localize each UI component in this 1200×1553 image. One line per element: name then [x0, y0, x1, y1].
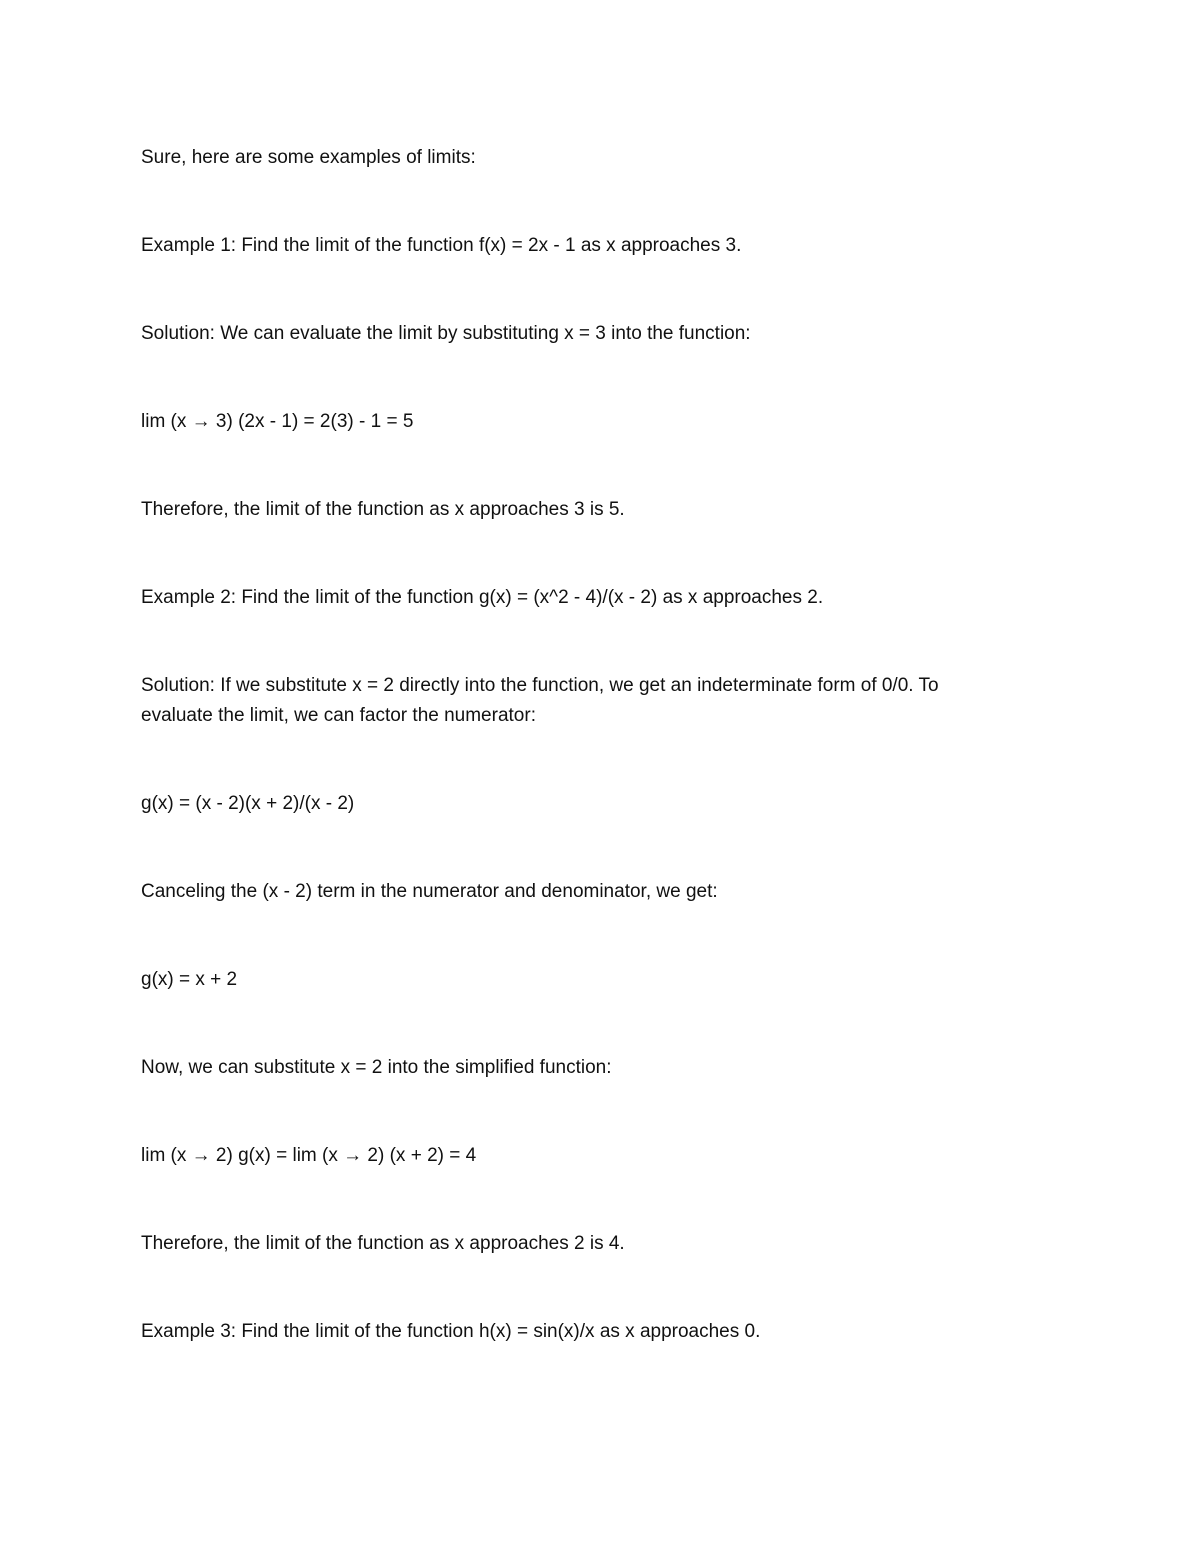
example-2-limit-equation: lim (x → 2) g(x) = lim (x → 2) (x + 2) = 4 [141, 1145, 477, 1166]
example-2-conclusion: Therefore, the limit of the function as x approaches 2 is 4. [141, 1233, 625, 1254]
example-2-factored-equation: g(x) = (x - 2)(x + 2)/(x - 2) [141, 793, 355, 814]
document-body [141, 143, 1011, 1405]
example-1-conclusion: Therefore, the limit of the function as x approaches 3 is 5. [141, 499, 625, 520]
example-2-cancel-step: Canceling the (x - 2) term in the numerator and denominator, we get: [141, 881, 718, 902]
example-2-prompt: Example 2: Find the limit of the function g(x) = (x^2 - 4)/(x - 2) as x approaches 2. [141, 587, 824, 608]
example-1-solution-intro: Solution: We can evaluate the limit by substituting x = 3 into the function: [141, 323, 751, 344]
intro-paragraph: Sure, here are some examples of limits: [141, 147, 476, 168]
example-3-prompt: Example 3: Find the limit of the function h(x) = sin(x)/x as x approaches 0. [141, 1321, 761, 1342]
example-2-solution-intro: Solution: If we substitute x = 2 directly into the function, we get an indeterminate form of 0/0. To evaluate the limit, we can factor the numerator: [141, 675, 939, 726]
example-1-prompt: Example 1: Find the limit of the function f(x) = 2x - 1 as x approaches 3. [141, 235, 742, 256]
example-2-simplified-equation: g(x) = x + 2 [141, 969, 238, 990]
example-2-substitute-step: Now, we can substitute x = 2 into the simplified function: [141, 1057, 612, 1078]
example-1-equation: lim (x → 3) (2x - 1) = 2(3) - 1 = 5 [141, 411, 414, 432]
